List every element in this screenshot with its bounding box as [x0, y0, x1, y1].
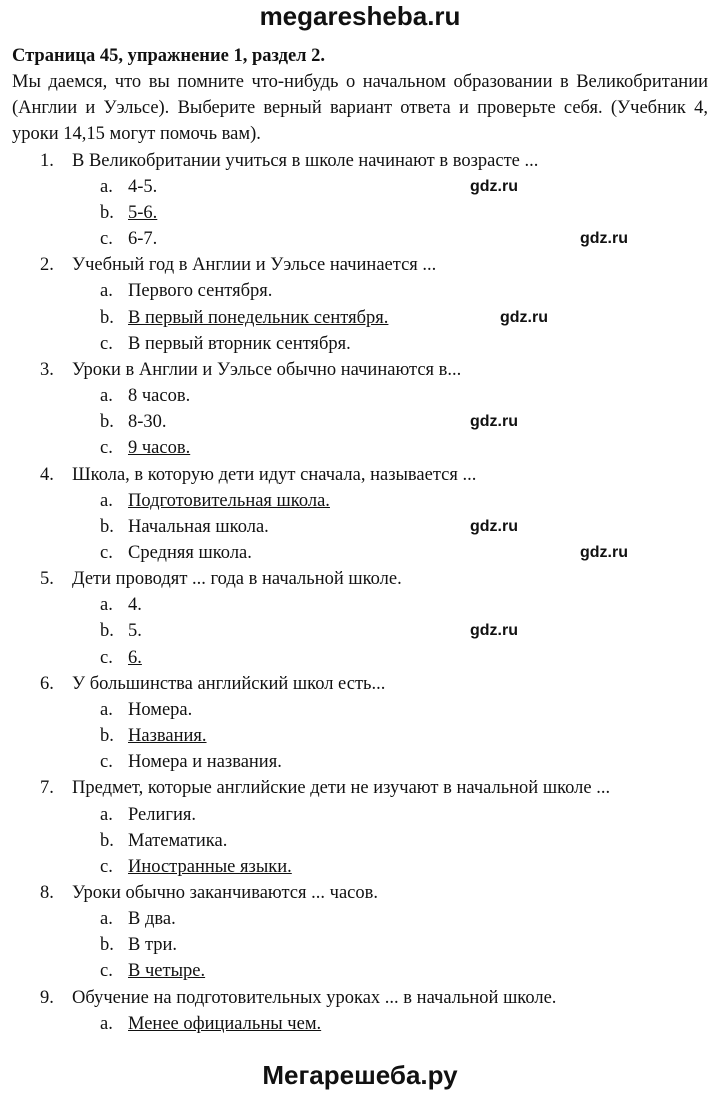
answer-option [12, 697, 708, 723]
option-letter: a. [100, 176, 113, 197]
option-text: 4. [128, 595, 142, 616]
site-footer: Мегарешеба.ру [262, 1060, 458, 1090]
question-number: 4. [40, 464, 54, 485]
question-1 [12, 148, 708, 174]
question-3 [12, 357, 708, 383]
option-letter: c. [100, 961, 113, 982]
question-number: 9. [40, 987, 54, 1008]
answer-option [12, 802, 708, 828]
watermark: gdz.ru [470, 622, 518, 639]
option-letter: b. [100, 307, 114, 328]
question-number: 3. [40, 359, 54, 380]
answer-option [12, 174, 708, 200]
watermark: gdz.ru [580, 230, 628, 247]
correct-answer-text: 5-6. [128, 202, 158, 223]
option-text: Начальная школа. [128, 516, 269, 537]
watermark: gdz.ru [580, 544, 628, 561]
answer-option [12, 305, 708, 331]
answer-option [12, 749, 708, 775]
option-text: Религия. [128, 804, 197, 825]
option-letter: b. [100, 621, 114, 642]
watermark: gdz.ru [470, 518, 518, 535]
option-text: 8 часов. [128, 386, 191, 407]
question-text: Дети проводят ... года в начальной школе. [72, 569, 402, 590]
question-text: У большинства английский школ есть... [72, 673, 386, 694]
watermark: gdz.ru [500, 309, 548, 326]
question-5 [12, 566, 708, 592]
answer-option [12, 645, 708, 671]
question-text: Предмет, которые английские дети не изучают в начальной школе ... [72, 778, 611, 799]
option-letter: a. [100, 490, 113, 511]
option-text: Номера и названия. [128, 752, 282, 773]
correct-answer-text: Названия. [128, 726, 207, 747]
answer-option [12, 1011, 708, 1037]
correct-answer-text: Подготовительная школа. [128, 490, 330, 511]
option-letter: c. [100, 333, 113, 354]
answer-option [12, 618, 708, 644]
answer-option [12, 488, 708, 514]
option-text: 5. [128, 621, 142, 642]
answer-option [12, 592, 708, 618]
option-text: 6-7. [128, 229, 158, 250]
question-text: Учебный год в Англии и Уэльсе начинается ... [72, 255, 437, 276]
question-number: 5. [40, 569, 54, 590]
option-text: 4-5. [128, 176, 158, 197]
question-number: 2. [40, 255, 54, 276]
question-number: 1. [40, 150, 54, 171]
option-letter: c. [100, 438, 113, 459]
option-text: 8-30. [128, 412, 167, 433]
answer-option [12, 409, 708, 435]
question-4 [12, 462, 708, 488]
option-letter: c. [100, 542, 113, 563]
option-text: Номера. [128, 699, 193, 720]
question-7 [12, 775, 708, 801]
answer-option [12, 906, 708, 932]
question-number: 8. [40, 883, 54, 903]
question-text: Уроки в Англии и Уэльсе обычно начинаются в... [72, 359, 462, 380]
correct-answer-text: Иностранные языки. [128, 856, 292, 877]
option-letter: a. [100, 281, 113, 302]
option-letter: c. [100, 856, 113, 877]
question-number: 6. [40, 673, 54, 694]
question-list [12, 148, 708, 1037]
answer-option [12, 932, 708, 958]
option-letter: b. [100, 830, 114, 851]
correct-answer-text: 9 часов. [128, 438, 191, 459]
answer-option [12, 435, 708, 461]
option-letter: a. [100, 595, 113, 616]
site-header: megaresheba.ru [259, 1, 461, 31]
answer-option [12, 723, 708, 749]
option-letter: b. [100, 726, 114, 747]
correct-answer-text: В четыре. [128, 961, 206, 982]
question-text: Школа, в которую дети идут сначала, называется ... [72, 464, 477, 485]
option-letter: a. [100, 1013, 113, 1034]
option-letter: c. [100, 752, 113, 773]
option-letter: a. [100, 699, 113, 720]
question-text: В Великобритании учиться в школе начинают в возрасте ... [72, 150, 539, 171]
answer-option [12, 200, 708, 226]
option-letter: b. [100, 202, 114, 223]
option-text: В два. [128, 909, 176, 930]
question-number: 7. [40, 778, 54, 799]
answer-option [12, 383, 708, 409]
option-text: Математика. [128, 830, 228, 851]
answer-option [12, 514, 708, 540]
answer-option [12, 828, 708, 854]
question-9 [12, 985, 708, 1011]
option-letter: a. [100, 804, 113, 825]
exercise-content [12, 43, 708, 1037]
exercise-intro: Мы даемся, что вы помните что-нибудь о начальном образовании в Великобритании (Англии и Уэльсе). Выберите верный вариант ответа и проверьте себя. (Учебник 4, уроки 14,15 могут помочь вам). [12, 72, 708, 145]
correct-answer-text: Менее официальны чем. [128, 1013, 322, 1034]
watermark: gdz.ru [470, 413, 518, 430]
question-text: Обучение на подготовительных уроках ... в начальной школе. [72, 987, 557, 1008]
option-letter: b. [100, 935, 114, 956]
question-6 [12, 671, 708, 697]
option-letter: c. [100, 229, 113, 250]
option-text: Средняя школа. [128, 542, 252, 563]
answer-option [12, 278, 708, 304]
option-letter: b. [100, 516, 114, 537]
option-letter: a. [100, 909, 113, 930]
option-letter: c. [100, 647, 113, 668]
answer-option [12, 854, 708, 880]
exercise-title: Страница 45, упражнение 1, раздел 2. [12, 46, 326, 66]
option-text: В три. [128, 935, 178, 956]
question-text: Уроки обычно заканчиваются ... часов. [72, 883, 378, 903]
question-8 [12, 880, 708, 906]
correct-answer-text: 6. [128, 647, 142, 668]
correct-answer-text: В первый понедельник сентября. [128, 307, 389, 328]
watermark: gdz.ru [470, 178, 518, 195]
question-2 [12, 252, 708, 278]
option-letter: b. [100, 412, 114, 433]
answer-option [12, 331, 708, 357]
option-text: Первого сентября. [128, 281, 273, 302]
answer-option [12, 958, 708, 984]
option-letter: a. [100, 386, 113, 407]
option-text: В первый вторник сентября. [128, 333, 351, 354]
